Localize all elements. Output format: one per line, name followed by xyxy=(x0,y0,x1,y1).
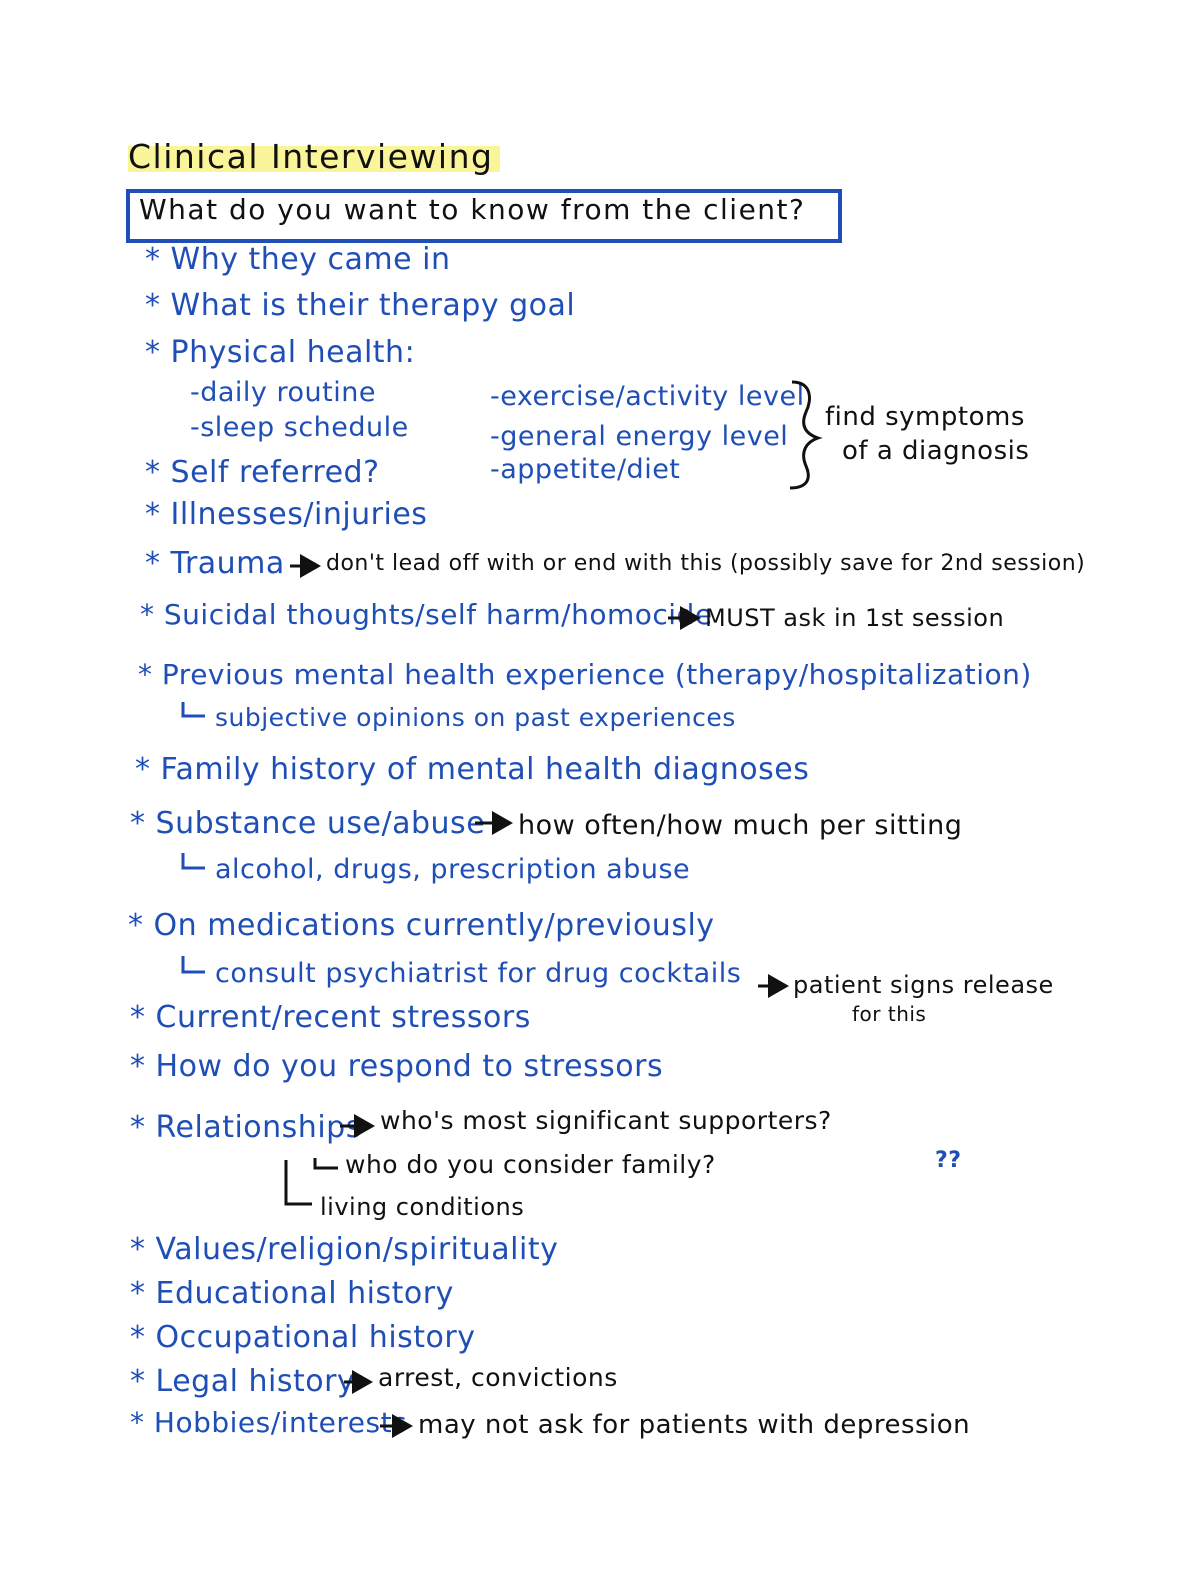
question-text: What do you want to know from the client? xyxy=(139,193,806,226)
item-trauma: * Trauma xyxy=(145,546,285,581)
substance-sub: alcohol, drugs, prescription abuse xyxy=(215,854,691,885)
relationships-note: who's most significant supporters? xyxy=(380,1106,832,1135)
hobbies-note: may not ask for patients with depression xyxy=(418,1410,971,1440)
medications-subnote2: for this xyxy=(852,1002,927,1026)
physical-right-0: -exercise/activity level xyxy=(490,381,805,412)
medications-subnote: patient signs release xyxy=(793,971,1054,999)
item-values: * Values/religion/spirituality xyxy=(130,1232,559,1267)
item-substance-use: * Substance use/abuse xyxy=(130,806,486,841)
item-medications: * On medications currently/previously xyxy=(128,908,715,943)
substance-hook-icon xyxy=(183,853,205,868)
legal-note: arrest, convictions xyxy=(378,1363,618,1392)
item-suicidal-thoughts: * Suicidal thoughts/self harm/homocide xyxy=(140,598,713,631)
curly-bracket-icon xyxy=(790,382,818,488)
item-therapy-goal: * What is their therapy goal xyxy=(145,288,576,323)
bracket-note-0: find symptoms xyxy=(825,402,1025,432)
item-respond-stressors: * How do you respond to stressors xyxy=(130,1049,664,1084)
medications-hook-icon xyxy=(183,956,205,972)
previous-mh-sub: subjective opinions on past experiences xyxy=(215,703,736,732)
medications-sub: consult psychiatrist for drug cocktails xyxy=(215,958,742,989)
item-illnesses: * Illnesses/injuries xyxy=(145,497,428,532)
substance-note: how often/how much per sitting xyxy=(518,810,963,841)
item-current-stressors: * Current/recent stressors xyxy=(130,1000,531,1035)
relationships-bracket-icon xyxy=(286,1160,312,1204)
item-educational: * Educational history xyxy=(130,1276,454,1311)
item-hobbies: * Hobbies/interests xyxy=(130,1406,408,1439)
relationships-sub2: living conditions xyxy=(320,1193,525,1221)
item-legal: * Legal history xyxy=(130,1364,356,1399)
physical-left-0: -daily routine xyxy=(190,377,376,408)
physical-right-2: -appetite/diet xyxy=(490,454,681,485)
physical-right-1: -general energy level xyxy=(490,421,789,452)
relationships-extra: ?? xyxy=(935,1148,962,1173)
relationships-sub: who do you consider family? xyxy=(345,1150,716,1179)
item-physical-health: * Physical health: xyxy=(145,335,416,370)
item-why-came-in: * Why they came in xyxy=(145,242,451,277)
physical-left-1: -sleep schedule xyxy=(190,412,409,443)
item-occupational: * Occupational history xyxy=(130,1320,476,1355)
page-title: Clinical Interviewing xyxy=(128,137,494,176)
suicidal-note: MUST ask in 1st session xyxy=(705,604,1005,632)
item-family-history: * Family history of mental health diagnoses xyxy=(135,752,810,787)
item-previous-mh: * Previous mental health experience (therapy/hospitalization) xyxy=(138,658,1032,691)
previous-mh-hook-icon xyxy=(183,702,205,716)
item-self-referred: * Self referred? xyxy=(145,455,380,490)
relationships-hook-icon xyxy=(315,1158,338,1168)
trauma-note: don't lead off with or end with this (possibly save for 2nd session) xyxy=(326,551,1086,576)
bracket-note-1: of a diagnosis xyxy=(842,436,1030,466)
item-relationships: * Relationships xyxy=(130,1110,362,1145)
